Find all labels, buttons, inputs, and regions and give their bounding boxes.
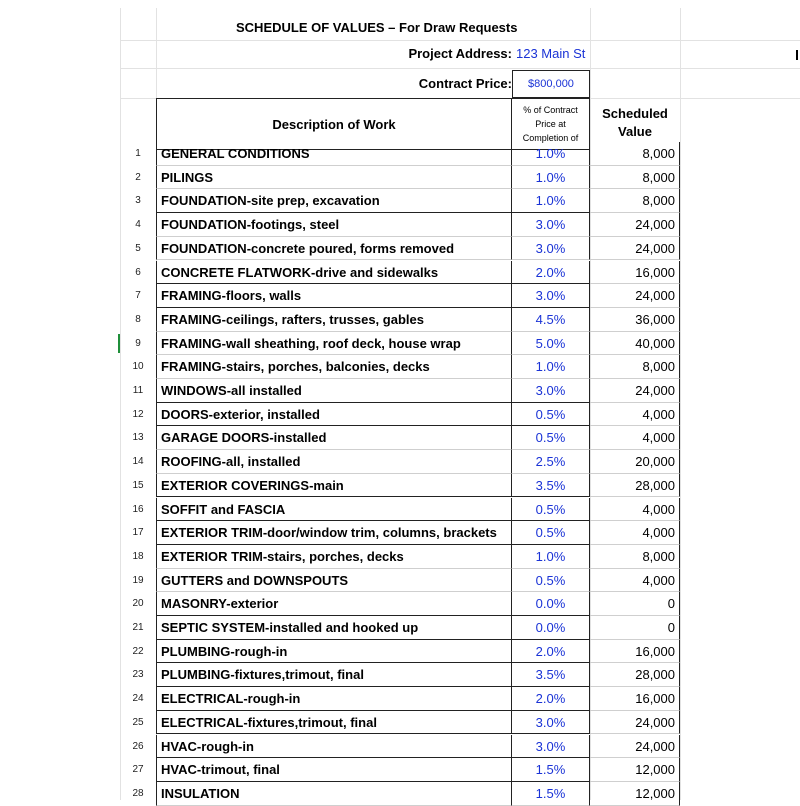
row-number[interactable]: 28	[132, 787, 144, 799]
scheduled-value-cell[interactable]: 12,000	[590, 758, 680, 782]
row-number[interactable]: 17	[132, 527, 144, 539]
scheduled-value-cell[interactable]: 8,000	[590, 189, 680, 213]
row-number[interactable]: 3	[135, 195, 141, 207]
row-number[interactable]: 21	[132, 622, 144, 633]
table-row[interactable]	[120, 545, 680, 569]
table-row[interactable]	[120, 687, 680, 711]
description-cell[interactable]: GARAGE DOORS-installed	[156, 426, 512, 450]
row-number[interactable]: 20	[132, 598, 144, 610]
percent-cell[interactable]: 0.5%	[512, 521, 590, 545]
description-cell[interactable]: FRAMING-floors, walls	[156, 284, 512, 308]
percent-cell[interactable]: 3.5%	[512, 663, 590, 687]
header-scheduled-line1: Scheduled	[602, 106, 668, 121]
percent-cell[interactable]: 3.0%	[512, 711, 590, 735]
scheduled-value-cell[interactable]: 4,000	[590, 521, 680, 545]
description-cell[interactable]: SEPTIC SYSTEM-installed and hooked up	[156, 616, 512, 640]
contract-price-label[interactable]: Contract Price:	[418, 76, 512, 91]
percent-cell[interactable]: 2.0%	[512, 687, 590, 711]
table-row[interactable]	[120, 237, 680, 261]
scheduled-value-cell[interactable]: 16,000	[590, 261, 680, 285]
percent-cell[interactable]: 1.0%	[512, 189, 590, 213]
row-number[interactable]: 13	[132, 432, 144, 444]
percent-cell[interactable]: 3.5%	[512, 474, 590, 498]
description-cell[interactable]: SOFFIT and FASCIA	[156, 498, 512, 522]
scheduled-value-cell[interactable]: 0	[590, 592, 680, 616]
row-number[interactable]: 6	[135, 266, 141, 278]
grid-line	[120, 40, 800, 41]
table-row[interactable]	[120, 640, 680, 664]
grid-line	[680, 8, 681, 800]
table-row[interactable]	[120, 450, 680, 474]
description-cell[interactable]: WINDOWS-all installed	[156, 379, 512, 403]
header-scheduled-line2: Value	[618, 124, 652, 139]
description-cell[interactable]: FRAMING-wall sheathing, roof deck, house wrap	[156, 332, 512, 356]
row-number[interactable]: 14	[132, 456, 144, 468]
scheduled-value-cell[interactable]: 24,000	[590, 284, 680, 308]
row-number[interactable]: 22	[132, 645, 144, 657]
percent-cell[interactable]: 1.5%	[512, 782, 590, 806]
table-row[interactable]	[120, 569, 680, 593]
percent-cell[interactable]: 0.0%	[512, 616, 590, 640]
row-number[interactable]: 7	[135, 290, 141, 302]
scheduled-value-cell[interactable]: 8,000	[590, 166, 680, 190]
description-cell[interactable]: EXTERIOR TRIM-door/window trim, columns, brackets	[156, 521, 512, 545]
scheduled-value-cell[interactable]: 8,000	[590, 142, 680, 166]
table-row[interactable]	[120, 261, 680, 285]
row-number[interactable]: 25	[132, 716, 144, 728]
row-number[interactable]: 5	[135, 242, 141, 254]
table-row[interactable]	[120, 711, 680, 735]
percent-cell[interactable]: 3.0%	[512, 213, 590, 237]
scheduled-value-cell[interactable]: 16,000	[590, 640, 680, 664]
contract-price-value[interactable]: $800,000	[512, 70, 590, 98]
scheduled-value-cell[interactable]: 24,000	[590, 735, 680, 759]
description-cell[interactable]: GUTTERS and DOWNSPOUTS	[156, 569, 512, 593]
row-number[interactable]: 10	[132, 361, 144, 373]
row-number[interactable]: 1	[135, 148, 141, 159]
percent-cell[interactable]: 1.0%	[512, 166, 590, 190]
table-row[interactable]	[120, 498, 680, 522]
table-row[interactable]	[120, 474, 680, 498]
row-number[interactable]: 12	[132, 408, 144, 420]
table-row[interactable]	[120, 379, 680, 403]
table-row[interactable]	[120, 521, 680, 545]
description-cell[interactable]: HVAC-trimout, final	[156, 758, 512, 782]
row-number[interactable]: 2	[135, 171, 141, 183]
description-cell[interactable]: GENERAL CONDITIONS	[156, 142, 512, 166]
scheduled-value-cell[interactable]: 8,000	[590, 355, 680, 379]
percent-cell[interactable]: 1.0%	[512, 355, 590, 379]
description-cell[interactable]: HVAC-rough-in	[156, 735, 512, 759]
percent-cell[interactable]: 3.0%	[512, 379, 590, 403]
table-row[interactable]	[120, 166, 680, 190]
percent-cell[interactable]: 3.0%	[512, 735, 590, 759]
table-row[interactable]	[120, 332, 680, 356]
project-address-label[interactable]: Project Address:	[408, 46, 512, 61]
header-description[interactable]: Description of Work	[156, 98, 512, 150]
table-row[interactable]	[120, 142, 680, 166]
table-row[interactable]	[120, 284, 680, 308]
row-number[interactable]: 18	[132, 550, 144, 562]
percent-cell[interactable]: 4.5%	[512, 308, 590, 332]
scheduled-value-cell[interactable]: 0	[590, 616, 680, 640]
row-number[interactable]: 26	[132, 740, 144, 752]
row-number[interactable]: 9	[135, 337, 141, 349]
description-cell[interactable]: FRAMING-ceilings, rafters, trusses, gables	[156, 308, 512, 332]
description-cell[interactable]: ELECTRICAL-fixtures,trimout, final	[156, 711, 512, 735]
description-cell[interactable]: EXTERIOR COVERINGS-main	[156, 474, 512, 498]
percent-cell[interactable]: 0.5%	[512, 569, 590, 593]
table-row[interactable]	[120, 355, 680, 379]
row-number[interactable]: 16	[132, 503, 144, 515]
percent-cell[interactable]: 0.5%	[512, 498, 590, 522]
description-cell[interactable]: FOUNDATION-footings, steel	[156, 213, 512, 237]
table-row[interactable]	[120, 782, 680, 806]
description-cell[interactable]: FOUNDATION-concrete poured, forms removed	[156, 237, 512, 261]
description-cell[interactable]: FOUNDATION-site prep, excavation	[156, 189, 512, 213]
table-row[interactable]	[120, 308, 680, 332]
percent-cell[interactable]: 1.5%	[512, 758, 590, 782]
description-cell[interactable]: ROOFING-all, installed	[156, 450, 512, 474]
percent-cell[interactable]: 2.0%	[512, 640, 590, 664]
scheduled-value-cell[interactable]: 20,000	[590, 450, 680, 474]
description-cell[interactable]: FRAMING-stairs, porches, balconies, decks	[156, 355, 512, 379]
percent-cell[interactable]: 0.5%	[512, 426, 590, 450]
description-cell[interactable]: EXTERIOR TRIM-stairs, porches, decks	[156, 545, 512, 569]
scheduled-value-cell[interactable]: 24,000	[590, 711, 680, 735]
scheduled-value-cell[interactable]: 28,000	[590, 474, 680, 498]
description-cell[interactable]: DOORS-exterior, installed	[156, 403, 512, 427]
scheduled-value-cell[interactable]: 16,000	[590, 687, 680, 711]
scheduled-value-cell[interactable]: 8,000	[590, 545, 680, 569]
scheduled-value-cell[interactable]: 24,000	[590, 213, 680, 237]
percent-cell[interactable]: 0.0%	[512, 592, 590, 616]
percent-cell[interactable]: 0.5%	[512, 403, 590, 427]
percent-cell[interactable]: 1.0%	[512, 142, 590, 166]
description-cell[interactable]: CONCRETE FLATWORK-drive and sidewalks	[156, 261, 512, 285]
row-number[interactable]: 24	[132, 693, 144, 705]
description-cell[interactable]: ELECTRICAL-rough-in	[156, 687, 512, 711]
table-row[interactable]	[120, 616, 680, 640]
cell-fragment	[796, 50, 798, 60]
scheduled-value-cell[interactable]: 12,000	[590, 782, 680, 806]
table-row[interactable]	[120, 592, 680, 616]
row-number[interactable]: 27	[132, 764, 144, 776]
percent-cell[interactable]: 1.0%	[512, 545, 590, 569]
project-address-value[interactable]: 123 Main St	[516, 46, 586, 61]
row-number[interactable]: 23	[132, 669, 144, 681]
table-row[interactable]	[120, 189, 680, 213]
header-percent-line1: % of Contract	[523, 105, 578, 115]
row-number[interactable]: 11	[132, 385, 144, 396]
grid-line	[120, 68, 800, 69]
table-row[interactable]	[120, 758, 680, 782]
percent-cell[interactable]: 2.0%	[512, 261, 590, 285]
description-cell[interactable]: PLUMBING-fixtures,trimout, final	[156, 663, 512, 687]
scheduled-value-cell[interactable]: 28,000	[590, 663, 680, 687]
table-row[interactable]	[120, 403, 680, 427]
description-cell[interactable]: PILINGS	[156, 166, 512, 190]
description-cell[interactable]: INSULATION	[156, 782, 512, 806]
table-row[interactable]	[120, 735, 680, 759]
scheduled-value-cell[interactable]: 4,000	[590, 498, 680, 522]
scheduled-value-cell[interactable]: 4,000	[590, 569, 680, 593]
row-number[interactable]: 4	[135, 219, 141, 231]
table-row[interactable]	[120, 213, 680, 237]
sheet-title[interactable]: SCHEDULE OF VALUES – For Draw Requests	[236, 20, 518, 35]
scheduled-value-cell[interactable]: 24,000	[590, 379, 680, 403]
scheduled-value-cell[interactable]: 40,000	[590, 332, 680, 356]
row-number[interactable]: 8	[135, 313, 141, 325]
table-row[interactable]	[120, 426, 680, 450]
scheduled-value-cell[interactable]: 4,000	[590, 426, 680, 450]
scheduled-value-cell[interactable]: 4,000	[590, 403, 680, 427]
percent-cell[interactable]: 3.0%	[512, 237, 590, 261]
percent-cell[interactable]: 3.0%	[512, 284, 590, 308]
row-number[interactable]: 15	[132, 479, 144, 491]
header-percent-line3: Completion of	[522, 133, 579, 143]
percent-cell[interactable]: 2.5%	[512, 450, 590, 474]
row-number[interactable]: 19	[132, 574, 144, 586]
description-cell[interactable]: PLUMBING-rough-in	[156, 640, 512, 664]
table-row[interactable]	[120, 663, 680, 687]
spreadsheet-grid	[120, 8, 800, 800]
scheduled-value-cell[interactable]: 24,000	[590, 237, 680, 261]
percent-cell[interactable]: 5.0%	[512, 332, 590, 356]
scheduled-value-cell[interactable]: 36,000	[590, 308, 680, 332]
header-percent-line2: Price at	[535, 119, 566, 129]
description-cell[interactable]: MASONRY-exterior	[156, 592, 512, 616]
